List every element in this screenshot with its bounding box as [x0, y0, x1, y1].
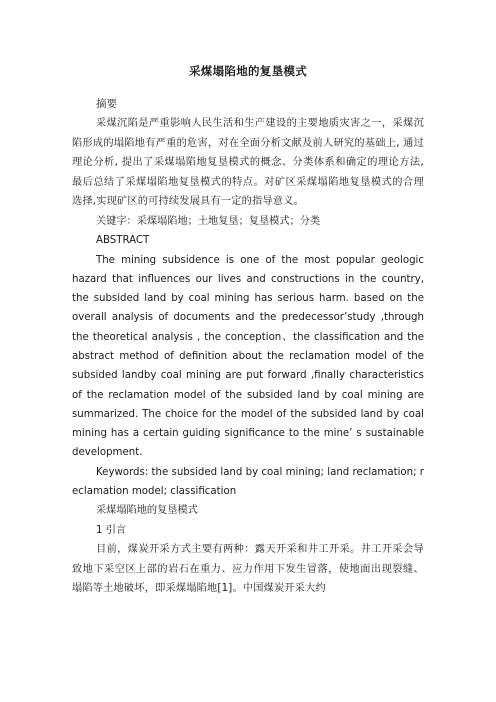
- subtitle-repeat: 采煤塌陷地的复垦模式: [96, 505, 198, 517]
- document-title: 采煤塌陷地的复垦模式: [189, 64, 307, 78]
- section-1-heading: 1 引言: [96, 524, 127, 536]
- keywords-english: Keywords: the subsided land by coal mining; land reclamation; r eclamation model; classification: [72, 466, 424, 498]
- abstract-heading: 摘要: [96, 98, 117, 110]
- section-1-text: 目前，煤炭开采方式主要有两种：露天开采和井工开采。井工开采会导致地下采空区上部的岩石在重力、应力作用下发生冒落，使地面出现裂缝、塌陷等土地破坏，即采煤塌陷地[1]。中国煤炭开采大约: [72, 544, 424, 595]
- abstract-english-heading: ABSTRACT: [96, 235, 150, 246]
- abstract-english: The mining subsidence is one of the most popular geologic hazard that influences our lives and constructions in the country, the subsided land by coal mining has serious harm. based on the overall analysis of documents and the predecessor’study ,through the theoretical analysis , the conception、the classification and the abstract method of definition about the reclamation model of the subsided landby coal mining are put forward ,finally characteristics of the reclamation model of the subsided land by coal mining are summarized. The choice for the model of the subsided land by coal mining has a certain guiding significance to the mine’ s sustainable development.: [72, 254, 424, 459]
- abstract-chinese: 采煤沉陷是严重影响人民生活和生产建设的主要地质灾害之一，采煤沉陷形成的塌陷地有严重的危害，对在全面分析文献及前人研究的基础上, 通过理论分析, 提出了采煤塌陷地复垦模式的概念、分类体系和确定的理论方法,最后总结了采煤塌陷地复垦模式的特点。对矿区采煤塌陷地复垦模式的合理选择,实现矿区的可持续发展具有一定的指导意义。: [72, 118, 424, 207]
- keywords-chinese: 关键字：采煤塌陷地；土地复垦；复垦模式；分类: [96, 215, 321, 227]
